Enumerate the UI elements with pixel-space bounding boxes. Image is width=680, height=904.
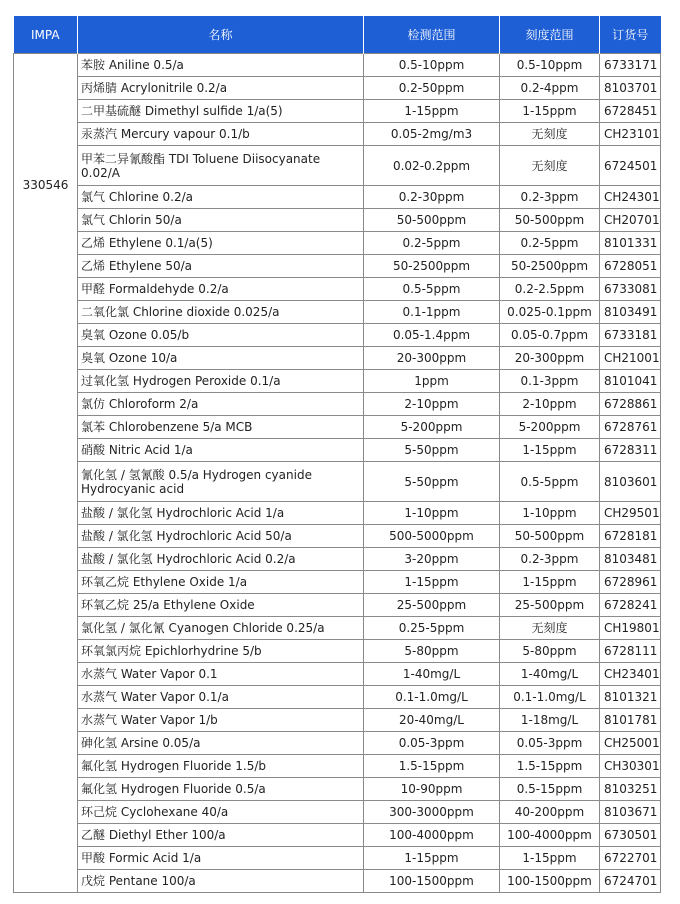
table-row: [14, 709, 661, 732]
table-row: [14, 439, 661, 462]
table-row: [14, 462, 661, 502]
detection-range-cell: 0.25-5ppm: [364, 617, 500, 640]
detection-range-cell: 0.1-1ppm: [364, 301, 500, 324]
detection-range-cell: 1-15ppm: [364, 847, 500, 870]
scale-range-cell: 40-200ppm: [500, 801, 600, 824]
table-row: [14, 77, 661, 100]
order-number-cell: 8101781: [600, 709, 661, 732]
detection-range-cell: 1-10ppm: [364, 502, 500, 525]
product-name-cell: 氯气 Chlorine 0.2/a: [78, 186, 364, 209]
order-number-cell: 8103481: [600, 548, 661, 571]
scale-range-cell: 1-15ppm: [500, 571, 600, 594]
product-name-cell: 乙醚 Diethyl Ether 100/a: [78, 824, 364, 847]
detection-range-cell: 5-50ppm: [364, 439, 500, 462]
detector-tube-table: [13, 16, 661, 893]
product-name-cell: 氟化氢 Hydrogen Fluoride 0.5/a: [78, 778, 364, 801]
order-number-cell: 8101331: [600, 232, 661, 255]
detection-range-cell: 1-15ppm: [364, 100, 500, 123]
detection-range-cell: 10-90ppm: [364, 778, 500, 801]
product-table-container: [13, 16, 660, 893]
table-row: [14, 393, 661, 416]
detection-range-cell: 2-10ppm: [364, 393, 500, 416]
table-row: [14, 416, 661, 439]
detection-range-cell: 100-4000ppm: [364, 824, 500, 847]
product-name-cell: 汞蒸汽 Mercury vapour 0.1/b: [78, 123, 364, 146]
table-row: [14, 347, 661, 370]
order-number-cell: 8103701: [600, 77, 661, 100]
header-impa: IMPA: [14, 16, 78, 54]
order-number-cell: CH20701: [600, 209, 661, 232]
order-number-cell: 6728861: [600, 393, 661, 416]
detection-range-cell: 1-40mg/L: [364, 663, 500, 686]
detection-range-cell: 20-300ppm: [364, 347, 500, 370]
impa-code-cell: 330546: [14, 54, 78, 893]
header-name: 名称: [78, 16, 364, 54]
detection-range-cell: 5-200ppm: [364, 416, 500, 439]
scale-range-cell: 0.2-3ppm: [500, 186, 600, 209]
detection-range-cell: 0.2-50ppm: [364, 77, 500, 100]
scale-range-cell: 0.2-5ppm: [500, 232, 600, 255]
detection-range-cell: 0.05-1.4ppm: [364, 324, 500, 347]
order-number-cell: CH24301: [600, 186, 661, 209]
order-number-cell: 6728761: [600, 416, 661, 439]
scale-range-cell: 0.1-1.0mg/L: [500, 686, 600, 709]
order-number-cell: 6724501: [600, 146, 661, 186]
table-row: [14, 324, 661, 347]
scale-range-cell: 1.5-15ppm: [500, 755, 600, 778]
order-number-cell: 8101041: [600, 370, 661, 393]
product-name-cell: 水蒸气 Water Vapor 1/b: [78, 709, 364, 732]
table-row: [14, 571, 661, 594]
scale-range-cell: 1-10ppm: [500, 502, 600, 525]
table-row: [14, 54, 661, 77]
detection-range-cell: 3-20ppm: [364, 548, 500, 571]
product-name-cell: 氯苯 Chlorobenzene 5/a MCB: [78, 416, 364, 439]
order-number-cell: 8103251: [600, 778, 661, 801]
order-number-cell: CH23101: [600, 123, 661, 146]
table-row: [14, 824, 661, 847]
product-name-cell: 氯气 Chlorin 50/a: [78, 209, 364, 232]
table-row: [14, 640, 661, 663]
product-name-cell: 甲苯二异氰酸酯 TDI Toluene Diisocyanate 0.02/A: [78, 146, 364, 186]
table-row: [14, 548, 661, 571]
detection-range-cell: 0.2-30ppm: [364, 186, 500, 209]
product-name-cell: 硝酸 Nitric Acid 1/a: [78, 439, 364, 462]
product-name-cell: 戊烷 Pentane 100/a: [78, 870, 364, 893]
table-row: [14, 801, 661, 824]
product-name-cell: 甲醛 Formaldehyde 0.2/a: [78, 278, 364, 301]
table-row: [14, 255, 661, 278]
product-name-cell: 环氧乙烷 Ethylene Oxide 1/a: [78, 571, 364, 594]
order-number-cell: 6733181: [600, 324, 661, 347]
detection-range-cell: 50-500ppm: [364, 209, 500, 232]
scale-range-cell: 100-1500ppm: [500, 870, 600, 893]
table-row: [14, 686, 661, 709]
product-name-cell: 乙烯 Ethylene 0.1/a(5): [78, 232, 364, 255]
detection-range-cell: 0.05-3ppm: [364, 732, 500, 755]
table-row: [14, 870, 661, 893]
order-number-cell: 8103671: [600, 801, 661, 824]
product-name-cell: 盐酸 / 氯化氢 Hydrochloric Acid 50/a: [78, 525, 364, 548]
order-number-cell: 8103601: [600, 462, 661, 502]
detection-range-cell: 0.5-10ppm: [364, 54, 500, 77]
table-row: [14, 525, 661, 548]
scale-range-cell: 无刻度: [500, 146, 600, 186]
table-row: [14, 278, 661, 301]
product-name-cell: 苯胺 Aniline 0.5/a: [78, 54, 364, 77]
table-row: [14, 100, 661, 123]
product-name-cell: 水蒸气 Water Vapor 0.1/a: [78, 686, 364, 709]
table-header-row: [14, 16, 661, 54]
order-number-cell: CH30301: [600, 755, 661, 778]
table-row: [14, 146, 661, 186]
detection-range-cell: 300-3000ppm: [364, 801, 500, 824]
scale-range-cell: 1-15ppm: [500, 847, 600, 870]
product-name-cell: 二甲基硫醚 Dimethyl sulfide 1/a(5): [78, 100, 364, 123]
table-row: [14, 732, 661, 755]
table-row: [14, 663, 661, 686]
detection-range-cell: 1.5-15ppm: [364, 755, 500, 778]
order-number-cell: 8103491: [600, 301, 661, 324]
product-name-cell: 臭氧 Ozone 0.05/b: [78, 324, 364, 347]
order-number-cell: 6728181: [600, 525, 661, 548]
order-number-cell: 6728241: [600, 594, 661, 617]
header-scale-range: 刻度范围: [500, 16, 600, 54]
product-name-cell: 盐酸 / 氯化氢 Hydrochloric Acid 1/a: [78, 502, 364, 525]
order-number-cell: 6730501: [600, 824, 661, 847]
scale-range-cell: 50-2500ppm: [500, 255, 600, 278]
table-row: [14, 123, 661, 146]
order-number-cell: 6724701: [600, 870, 661, 893]
scale-range-cell: 1-15ppm: [500, 439, 600, 462]
detection-range-cell: 500-5000ppm: [364, 525, 500, 548]
product-name-cell: 氟化氢 Hydrogen Fluoride 1.5/b: [78, 755, 364, 778]
order-number-cell: 6728311: [600, 439, 661, 462]
detection-range-cell: 5-50ppm: [364, 462, 500, 502]
detection-range-cell: 20-40mg/L: [364, 709, 500, 732]
scale-range-cell: 5-200ppm: [500, 416, 600, 439]
header-detection-range: 检测范围: [364, 16, 500, 54]
product-name-cell: 乙烯 Ethylene 50/a: [78, 255, 364, 278]
order-number-cell: 6728051: [600, 255, 661, 278]
product-name-cell: 过氧化氢 Hydrogen Peroxide 0.1/a: [78, 370, 364, 393]
product-name-cell: 氰化氢 / 氢氰酸 0.5/a Hydrogen cyanide Hydrocyanic acid: [78, 462, 364, 502]
table-row: [14, 301, 661, 324]
scale-range-cell: 100-4000ppm: [500, 824, 600, 847]
table-row: [14, 617, 661, 640]
table-row: [14, 755, 661, 778]
detection-range-cell: 100-1500ppm: [364, 870, 500, 893]
detection-range-cell: 50-2500ppm: [364, 255, 500, 278]
scale-range-cell: 2-10ppm: [500, 393, 600, 416]
detection-range-cell: 0.5-5ppm: [364, 278, 500, 301]
scale-range-cell: 25-500ppm: [500, 594, 600, 617]
scale-range-cell: 0.5-15ppm: [500, 778, 600, 801]
product-name-cell: 环氧氯丙烷 Epichlorhydrine 5/b: [78, 640, 364, 663]
scale-range-cell: 无刻度: [500, 617, 600, 640]
table-row: [14, 232, 661, 255]
order-number-cell: CH29501: [600, 502, 661, 525]
product-name-cell: 水蒸气 Water Vapor 0.1: [78, 663, 364, 686]
order-number-cell: 6728961: [600, 571, 661, 594]
scale-range-cell: 20-300ppm: [500, 347, 600, 370]
product-name-cell: 环己烷 Cyclohexane 40/a: [78, 801, 364, 824]
product-name-cell: 砷化氢 Arsine 0.05/a: [78, 732, 364, 755]
product-name-cell: 氯化氢 / 氯化氰 Cyanogen Chloride 0.25/a: [78, 617, 364, 640]
scale-range-cell: 5-80ppm: [500, 640, 600, 663]
scale-range-cell: 0.2-2.5ppm: [500, 278, 600, 301]
table-row: [14, 370, 661, 393]
scale-range-cell: 0.025-0.1ppm: [500, 301, 600, 324]
scale-range-cell: 0.2-4ppm: [500, 77, 600, 100]
header-order-number: 订货号: [600, 16, 661, 54]
scale-range-cell: 1-40mg/L: [500, 663, 600, 686]
detection-range-cell: 0.1-1.0mg/L: [364, 686, 500, 709]
order-number-cell: CH19801: [600, 617, 661, 640]
product-name-cell: 臭氧 Ozone 10/a: [78, 347, 364, 370]
order-number-cell: CH23401: [600, 663, 661, 686]
scale-range-cell: 50-500ppm: [500, 525, 600, 548]
scale-range-cell: 无刻度: [500, 123, 600, 146]
table-row: [14, 186, 661, 209]
table-row: [14, 209, 661, 232]
detection-range-cell: 1ppm: [364, 370, 500, 393]
order-number-cell: 6728451: [600, 100, 661, 123]
scale-range-cell: 50-500ppm: [500, 209, 600, 232]
detection-range-cell: 1-15ppm: [364, 571, 500, 594]
order-number-cell: 6728111: [600, 640, 661, 663]
detection-range-cell: 0.2-5ppm: [364, 232, 500, 255]
product-name-cell: 甲酸 Formic Acid 1/a: [78, 847, 364, 870]
scale-range-cell: 0.2-3ppm: [500, 548, 600, 571]
scale-range-cell: 0.5-10ppm: [500, 54, 600, 77]
scale-range-cell: 0.5-5ppm: [500, 462, 600, 502]
product-name-cell: 盐酸 / 氯化氢 Hydrochloric Acid 0.2/a: [78, 548, 364, 571]
detection-range-cell: 0.02-0.2ppm: [364, 146, 500, 186]
scale-range-cell: 1-18mg/L: [500, 709, 600, 732]
detection-range-cell: 0.05-2mg/m3: [364, 123, 500, 146]
order-number-cell: CH21001: [600, 347, 661, 370]
detection-range-cell: 25-500ppm: [364, 594, 500, 617]
scale-range-cell: 0.05-0.7ppm: [500, 324, 600, 347]
order-number-cell: CH25001: [600, 732, 661, 755]
product-name-cell: 二氧化氯 Chlorine dioxide 0.025/a: [78, 301, 364, 324]
order-number-cell: 8101321: [600, 686, 661, 709]
order-number-cell: 6722701: [600, 847, 661, 870]
table-row: [14, 778, 661, 801]
scale-range-cell: 1-15ppm: [500, 100, 600, 123]
product-name-cell: 环氧乙烷 25/a Ethylene Oxide: [78, 594, 364, 617]
order-number-cell: 6733081: [600, 278, 661, 301]
product-name-cell: 丙烯腈 Acrylonitrile 0.2/a: [78, 77, 364, 100]
table-row: [14, 594, 661, 617]
table-row: [14, 847, 661, 870]
detection-range-cell: 5-80ppm: [364, 640, 500, 663]
table-body: [14, 54, 661, 893]
product-name-cell: 氯仿 Chloroform 2/a: [78, 393, 364, 416]
scale-range-cell: 0.05-3ppm: [500, 732, 600, 755]
order-number-cell: 6733171: [600, 54, 661, 77]
table-row: [14, 502, 661, 525]
scale-range-cell: 0.1-3ppm: [500, 370, 600, 393]
